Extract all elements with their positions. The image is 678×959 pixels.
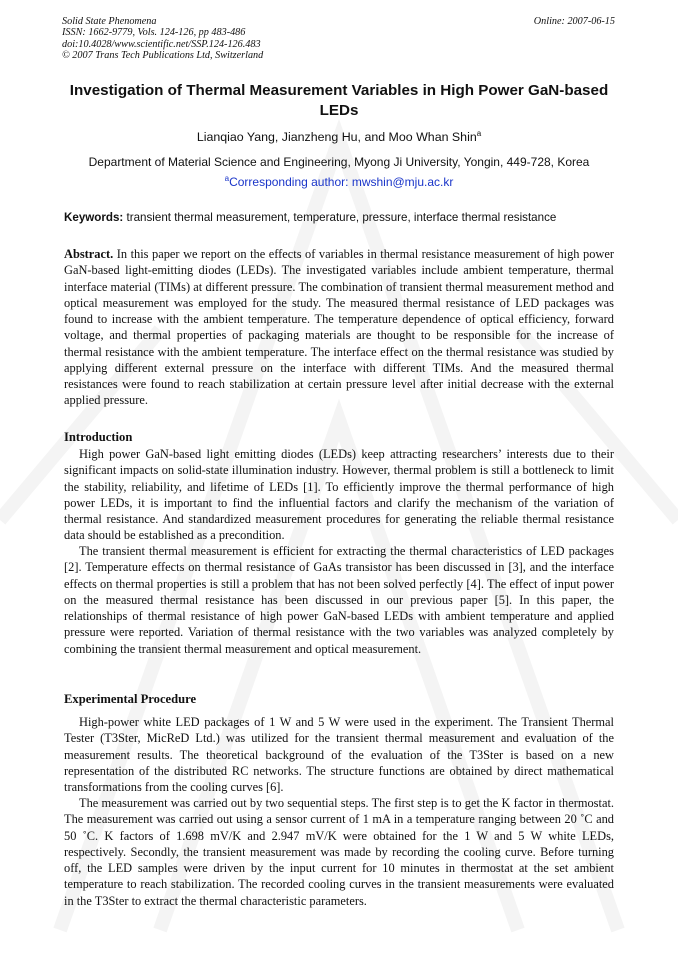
corresponding-author[interactable]	[64, 175, 614, 189]
abstract-label: Abstract.	[64, 247, 114, 261]
journal-issn: ISSN: 1662-9779, Vols. 124-126, pp 483-486	[62, 27, 246, 39]
journal-doi[interactable]: doi:10.4028/www.scientific.net/SSP.124-126.483	[62, 38, 261, 50]
keywords-text: transient thermal measurement, temperature, pressure, interface thermal resistance	[126, 211, 557, 224]
introduction-heading: Introduction	[64, 430, 133, 444]
experimental-paragraph-1: High-power white LED packages of 1 W and 5 W were used in the experiment. The Transient Thermal Tester (T3Ster, MicReD Ltd.) was utilized for the transient thermal measurement and evaluation of the measurement results. The theoretical background of the evaluation of the T3Ster is based on a new representation of the distributed RC networks. The structure functions are obtained by direct mathematical transformations from the cooling curves [6].	[64, 715, 614, 794]
journal-copyright: © 2007 Trans Tech Publications Ltd, Switzerland	[62, 50, 264, 62]
author-list	[64, 130, 614, 144]
experimental-paragraph-2: The measurement was carried out by two sequential steps. The first step is to get the K factor in thermostat. The measurement was carried out using a sensor current of 1 mA in a temperature ranging between 20 ˚C and 50 ˚C. K factors of 1.698 mV/K and 2.947 mV/K were obtained for the 1 W and 5 W white LEDs, respectively. Secondly, the transient measurement was made by recording the cooling curve. Before turning off, the LED samples were driven by the input current for 10 minutes in thermostat at the set ambient temperature to reach stabilization. The recorded cooling curves in the transient measurements were evaluated in the T3Ster to extract the thermal characteristic parameters.	[64, 796, 614, 908]
introduction-paragraph-1: High power GaN-based light emitting diodes (LEDs) keep attracting researchers’ interests due to their significant impacts on solid-state illumination industry. However, thermal problem is still a bottleneck to limit the stability, reliability, and lifetime of LEDs [1]. To efficiently improve the thermal performance of high power LEDs, it is important to find the influential factors and clarify the mechanism of the variation of thermal resistance. And standardized measurement procedures for generating the reliable thermal resistance data should be established as a precondition.	[64, 447, 614, 543]
author-mark: a	[476, 129, 482, 138]
journal-name: Solid State Phenomena	[62, 16, 157, 27]
keywords	[64, 211, 624, 224]
introduction-paragraph-2: The transient thermal measurement is efficient for extracting the thermal characteristics of LED packages [2]. Temperature effects on thermal resistance of GaAs transistor has been discussed in [3], and the interface effects on thermal properties is still a problem that has not been solved perfectly [4]. The effect of input power on the measured thermal resistance has been discussed in our previous paper [5]. In this paper, the relationships of thermal resistance of high power GaN-based LEDs with ambient temperature and applied pressure were reported. Variation of thermal resistance with the two variables was analyzed completely by combining the transient thermal measurement and optical measurement.	[64, 544, 614, 656]
experimental-heading: Experimental Procedure	[64, 692, 197, 706]
online-date: Online: 2007-06-15	[533, 16, 615, 27]
author-names: Lianqiao Yang, Jianzheng Hu, and Moo Whan Shin	[196, 130, 477, 144]
corresponding-mark: a	[224, 174, 230, 183]
paper-title: Investigation of Thermal Measurement Variables in High Power GaN-based LEDs	[69, 82, 609, 119]
affiliation: Department of Material Science and Engineering, Myong Ji University, Yongin, 449-728, Korea	[88, 155, 590, 169]
journal-header	[62, 16, 263, 62]
abstract-text: In this paper we report on the effects of variables in thermal resistance measurement of high power GaN-based light-emitting diodes (LEDs). The investigated variables include ambient temperature, thermal interface material (TIMs) at different pressure. The combination of transient thermal measurement method and optical measurement was employed for the study. The measured thermal resistance of LED packages was found to increase with the ambient temperature. The temperature dependence of optical efficiency, forward voltage, and thermal properties of packaging materials are thought to be responsible for the increase of thermal resistance with the ambient temperature. The interface effect on the thermal resistance was studied by applying different external pressure on the interface with different TIMs. And the measured thermal resistances were found to reach stabilization at certain pressure level after initial decrease with the external applied pressure.	[64, 247, 614, 408]
abstract-paragraph	[64, 246, 614, 409]
corresponding-email-link[interactable]: Corresponding author: mwshin@mju.ac.kr	[229, 175, 454, 189]
keywords-label: Keywords:	[64, 211, 124, 224]
